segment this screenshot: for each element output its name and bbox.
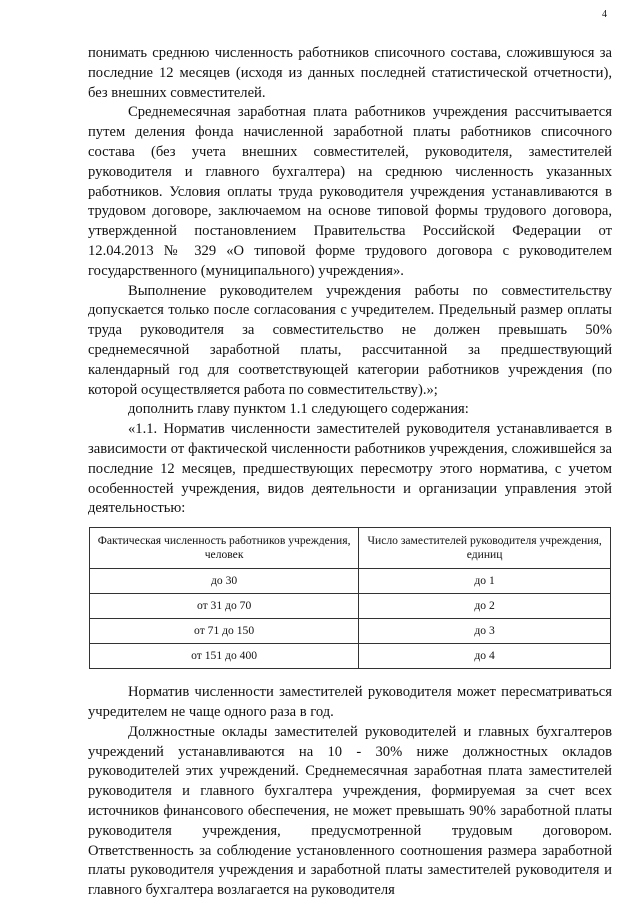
table-header-row — [90, 528, 611, 569]
table-cell: до 2 — [359, 594, 611, 619]
paragraph-deputy-salaries: Должностные оклады заместителей руководителей и главных бухгалтеров учреждений устанавливаются на 10 - 30% ниже должностных окладов руководителей этих учреждений. Среднемесячная заработная плата заместителей руководителя и главного бухгалтера учреждения, формируемая за счет всех источников финансового обеспечения, не может превышать 90% заработной платы руководителя учреждения, предусмотренной трудовым договором. Ответственность за соблюдение установленного соотношения размера заработной платы руководителя учреждения и заработной платы заместителей руководителя и главного бухгалтера возлагается на руководителя — [88, 723, 612, 899]
table-header-cell: Фактическая численность работников учреждения, человек — [90, 528, 359, 569]
table-cell: до 3 — [359, 619, 611, 644]
document-body — [88, 44, 612, 901]
table-cell: до 1 — [359, 569, 611, 594]
paragraph-amendment-intro: дополнить главу пунктом 1.1 следующего содержания: — [128, 401, 469, 418]
paragraph-average-salary: Среднемесячная заработная плата работников учреждения рассчитывается путем деления фонда начисленной заработной платы работников списочного состава (без учета внешних совместителей, руководителя, заместителей руководителя и главного бухгалтера) на среднюю численность указанных работников. Условия оплаты труда руководителя учреждения устанавливаются в трудовом договоре, заключаемом на основе типовой формы трудового договора, утвержденной постановлением Правительства Российской Федерации от 12.04.2013 № 329 «О типовой форме трудового договора с руководителем государственного (муниципального) учреждения». — [88, 104, 612, 279]
table-cell: до 30 — [90, 569, 359, 594]
page-number: 4 — [602, 9, 607, 20]
table-cell: от 71 до 150 — [90, 619, 359, 644]
paragraph-norm-review: Норматив численности заместителей руководителя может пересматриваться учредителем не чаще одного раза в год. — [88, 684, 612, 720]
table-row — [90, 594, 611, 619]
table-row — [90, 644, 611, 669]
table-row — [90, 619, 611, 644]
table-header-cell: Число заместителей руководителя учреждения, единиц — [359, 528, 611, 569]
table-cell: до 4 — [359, 644, 611, 669]
paragraph-continuation: понимать среднюю численность работников списочного состава, сложившуюся за последние 12 месяцев (исходя из данных последней статистической отчетности), без внешних совместителей. — [88, 45, 612, 101]
paragraph-clause-1-1: «1.1. Норматив численности заместителей руководителя устанавливается в зависимости от фактической численности работников учреждения, сложившейся за последние 12 месяцев, предшествующих пересмотру этого норматива, с учетом особенностей учреждения, видов деятельности и организации управления этой деятельностью: — [88, 421, 612, 517]
deputies-norm-table — [89, 527, 611, 669]
table-row — [90, 569, 611, 594]
table-cell: от 31 до 70 — [90, 594, 359, 619]
table-cell: от 151 до 400 — [90, 644, 359, 669]
paragraph-part-time: Выполнение руководителем учреждения работы по совместительству допускается только после согласования с учредителем. Предельный размер оплаты труда руководителя за совместительство не должен превышать 50% среднемесячной заработной платы, рассчитанной за предшествующий календарный год для соответствующей категории работников учреждения (по которой осуществляется работа по совместительству).»; — [88, 282, 612, 398]
